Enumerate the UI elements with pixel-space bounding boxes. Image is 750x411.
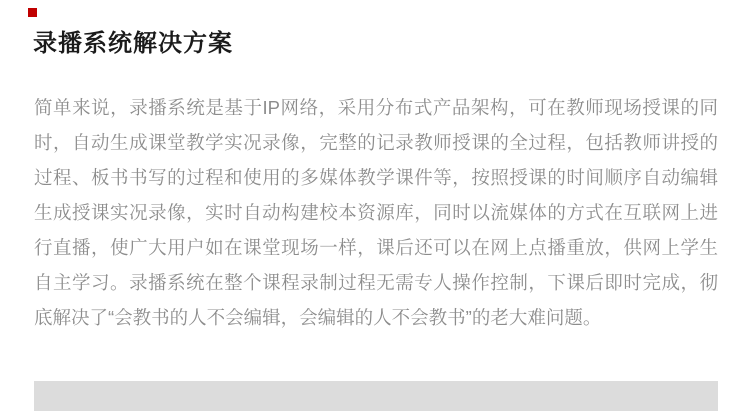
page-title: 录播系统解决方案 [33,30,233,57]
next-section-strip [34,381,718,411]
red-square-marker [28,8,37,17]
intro-paragraph: 简单来说，录播系统是基于IP网络，采用分布式产品架构，可在教师现场授课的同时，自动生成课堂教学实况录像，完整的记录教师授课的全过程，包括教师讲授的过程、板书书写的过程和使用的多媒体教学课件等，按照授课的时间顺序自动编辑生成授课实况录像，实时自动构建校本资源库，同时以流媒体的方式在互联网上进行直播，使广大用户如在课堂现场一样，课后还可以在网上点播重放，供网上学生自主学习。录播系统在整个课程录制过程无需专人操作控制，下课后即时完成，彻底解决了“会教书的人不会编辑，会编辑的人不会教书”的老大难问题。 [34,97,718,328]
